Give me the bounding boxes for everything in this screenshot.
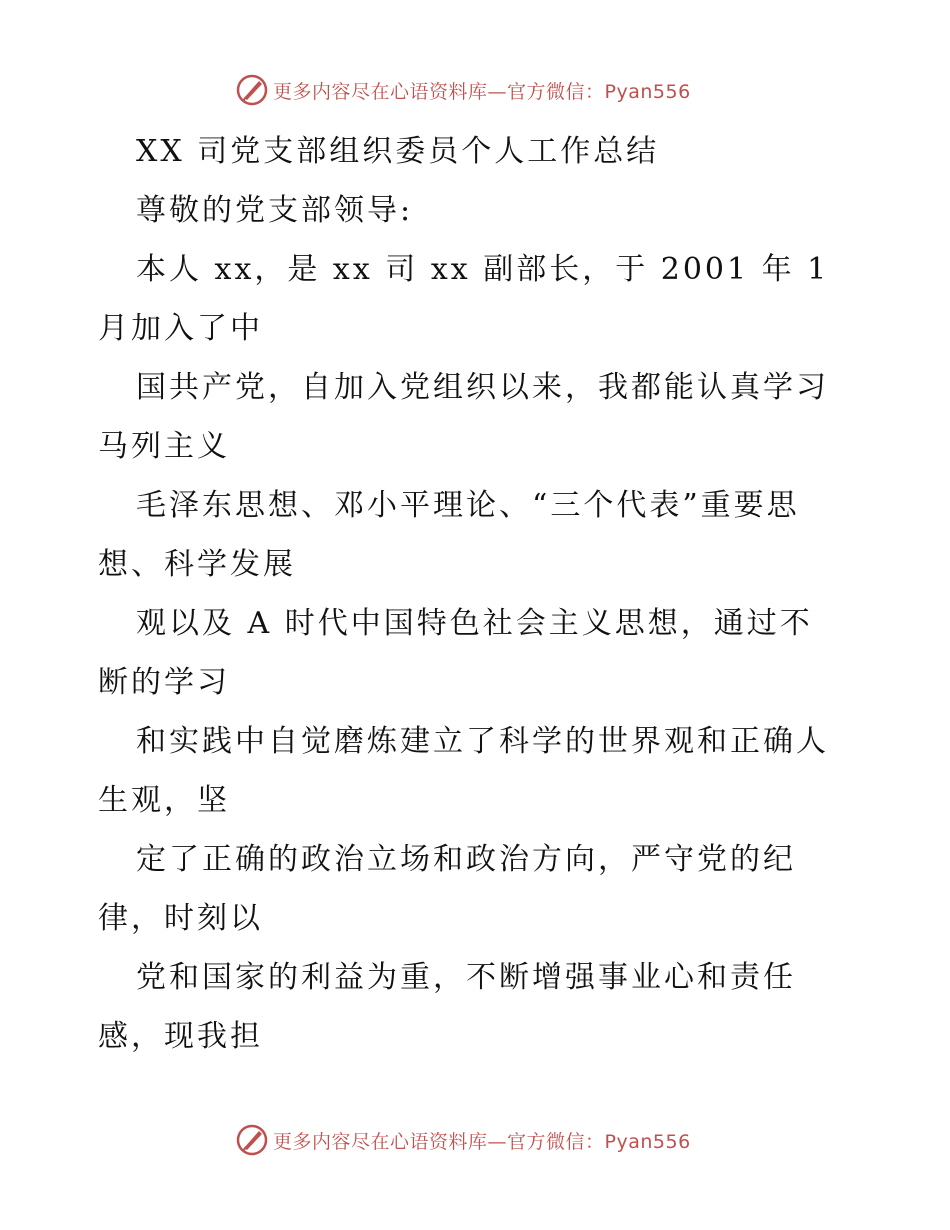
body-line: 党和国家的利益为重，不断增强事业心和责任 [136,960,796,995]
salutation: 尊敬的党支部领导: [136,193,414,228]
body-line: 和实践中自觉磨炼建立了科学的世界观和正确人 [136,724,829,759]
header-watermark [235,72,715,108]
quill-pen-logo-icon [235,73,269,107]
quill-pen-logo-icon [235,1123,269,1157]
document-title: XX 司党支部组织委员个人工作总结 [136,134,660,169]
body-line: 月加入了中 [98,311,263,346]
body-line: 观以及 A 时代中国特色社会主义思想，通过不 [136,606,813,641]
body-line: 律，时刻以 [98,901,263,936]
watermark-text: 更多内容尽在心语资料库—官方微信： [273,80,605,103]
document-body [98,122,858,1066]
wechat-id: Pyan556 [604,80,691,103]
body-line: 断的学习 [98,665,230,700]
body-line: 定了正确的政治立场和政治方向，严守党的纪 [136,842,796,877]
body-line: 本人 xx，是 xx 司 xx 副部长，于 2001 年 1 [136,252,830,287]
watermark-text: 更多内容尽在心语资料库—官方微信： [273,1130,605,1153]
body-line: 生观，坚 [98,783,230,818]
body-line: 感，现我担 [98,1019,263,1054]
wechat-id: Pyan556 [604,1130,691,1153]
body-line: 想、科学发展 [98,547,296,582]
body-line: 毛泽东思想、邓小平理论、“三个代表”重要思 [136,488,800,523]
body-line: 马列主义 [98,429,230,464]
footer-watermark [235,1122,715,1158]
body-line: 国共产党，自加入党组织以来，我都能认真学习 [136,370,829,405]
